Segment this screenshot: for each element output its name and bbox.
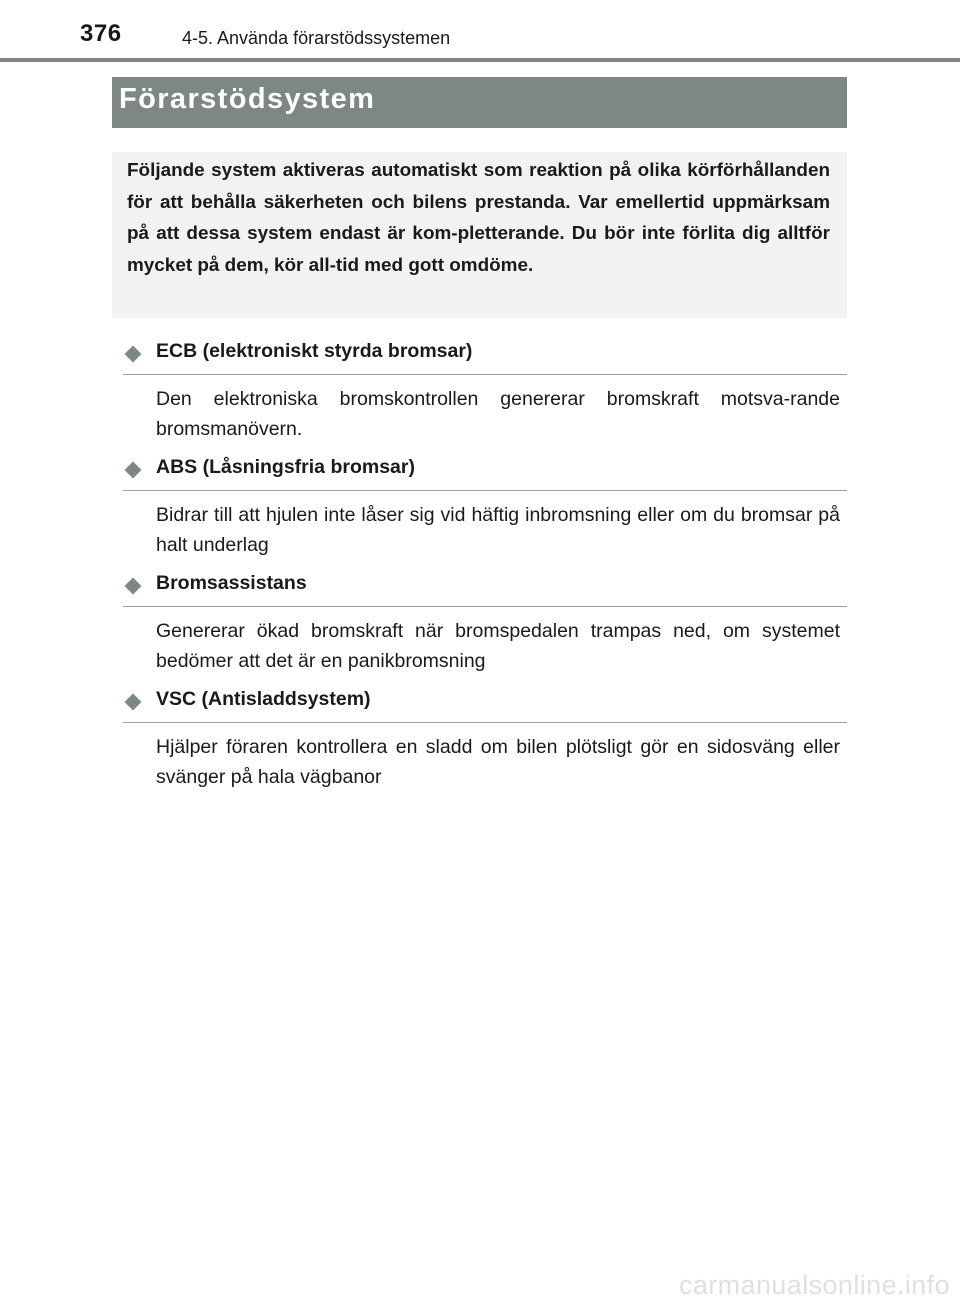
- feature-divider: [123, 490, 847, 491]
- diamond-bullet-icon: [125, 694, 142, 711]
- feature-title: Bromsassistans: [156, 572, 307, 594]
- feature-description: Hjälper föraren kontrollera en sladd om bilen plötsligt gör en sidosväng eller svänger på hala vägbanor: [156, 736, 840, 788]
- feature-title: VSC (Antisladdsystem): [156, 688, 371, 710]
- feature-heading: [123, 456, 847, 490]
- diamond-bullet-icon: [125, 346, 142, 363]
- feature-brake-assist: [123, 572, 847, 672]
- feature-heading: [123, 688, 847, 722]
- feature-description: Genererar ökad bromskraft när bromspedalen trampas ned, om systemet bedömer att det är en panikbromsning: [156, 620, 840, 672]
- feature-divider: [123, 374, 847, 375]
- page-number: 376: [80, 20, 122, 47]
- feature-description: Bidrar till att hjulen inte låser sig vid häftig inbromsning eller om du bromsar på halt underlag: [156, 504, 840, 556]
- feature-divider: [123, 722, 847, 723]
- feature-title: ECB (elektroniskt styrda bromsar): [156, 340, 473, 362]
- intro-text: Följande system aktiveras automatiskt som reaktion på olika körförhållanden för att behålla säkerheten och bilens prestanda. Var emellertid uppmärksam på att dessa system endast är kom-pletterande. Du bör inte förlita dig alltför mycket på dem, kör all-tid med gott omdöme.: [127, 160, 830, 276]
- page-title: Förarstödsystem: [119, 83, 376, 115]
- feature-divider: [123, 606, 847, 607]
- feature-description: Den elektroniska bromskontrollen genererar bromskraft motsva-rande bromsmanövern.: [156, 388, 840, 440]
- feature-abs: [123, 456, 847, 556]
- title-bar: [112, 77, 847, 128]
- intro-box: [112, 152, 847, 318]
- diamond-bullet-icon: [125, 462, 142, 479]
- feature-heading: [123, 572, 847, 606]
- watermark: carmanualsonline.info: [678, 1270, 950, 1300]
- feature-title: ABS (Låsningsfria bromsar): [156, 456, 415, 478]
- feature-heading: [123, 340, 847, 374]
- diamond-bullet-icon: [125, 578, 142, 595]
- header-divider: [0, 58, 960, 62]
- page-header: [0, 0, 960, 62]
- feature-ecb: [123, 340, 847, 440]
- feature-vsc: [123, 688, 847, 788]
- section-label: 4-5. Använda förarstödssystemen: [182, 28, 451, 48]
